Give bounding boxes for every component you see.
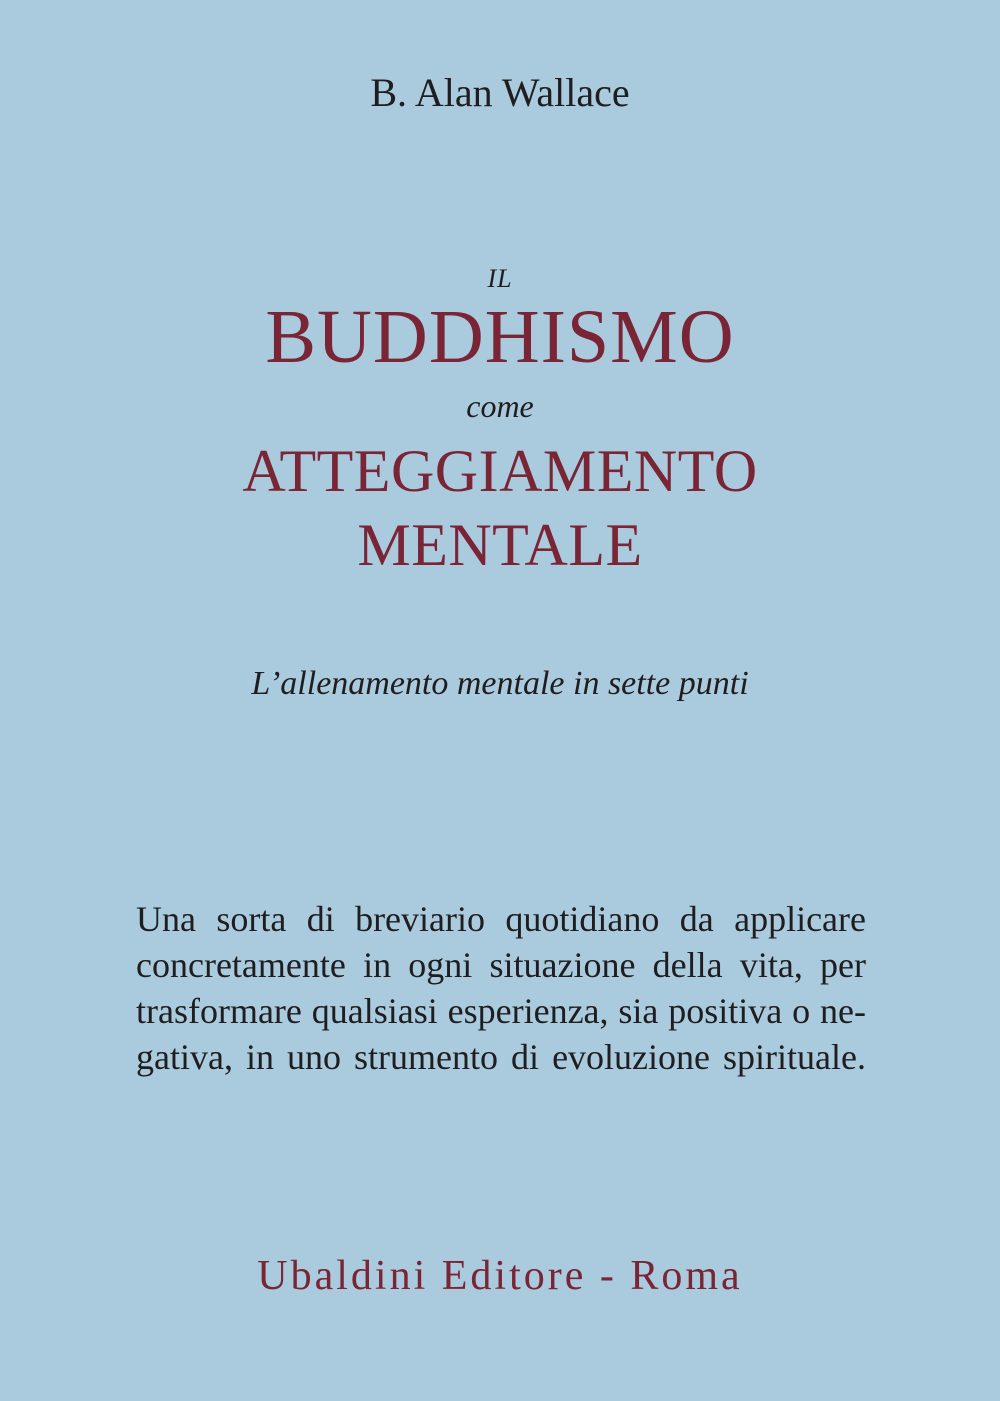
title-article: IL [487, 264, 513, 293]
title-line-1: BUDDHISMO [265, 295, 735, 379]
title-line-3: MENTALE [357, 512, 643, 578]
title-line-2: ATTEGGIAMENTO [242, 438, 758, 504]
blurb-line: Una sorta di breviario quotidiano da applicare [136, 899, 866, 939]
publisher-imprint: Ubaldini Editore - Roma [257, 1253, 743, 1299]
blurb-line: concretamente in ogni situazione della vita, per [136, 945, 866, 985]
title-connector: come [466, 388, 534, 424]
author-name: B. Alan Wallace [370, 70, 630, 115]
blurb-line: gativa, in uno strumento di evoluzione spirituale. [136, 1037, 866, 1077]
title-block [0, 262, 1000, 582]
blurb-line: trasformare qualsiasi esperienza, sia positiva o ne- [136, 991, 866, 1031]
subtitle: L’allenamento mentale in sette punti [251, 665, 749, 702]
blurb-paragraph [136, 896, 866, 1080]
